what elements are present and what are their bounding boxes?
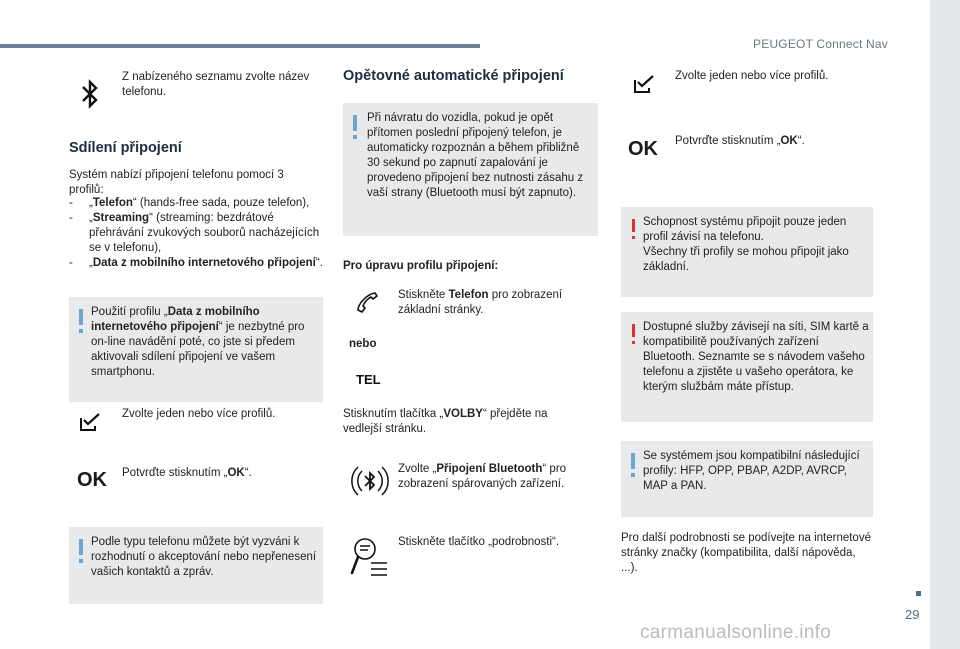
select-profiles-text: Zvolte jeden nebo více profilů.: [122, 408, 276, 420]
info-text: Při návratu do vozidla, pokud je opět přítomen poslední připojený telefon, je automaticky rozpoznán a během přibližně 30 sekund po zapnutí zapalování je provedeno připojení bez nutnosti zásahu z vaší strany (Bluetooth musí být zapnuto).: [367, 112, 584, 199]
info-text: Se systémem jsou kompatibilní následující profily: HFP, OPP, PBAP, A2DP, AVRCP, MAP a PAN.: [643, 450, 860, 492]
section-heading-reconnect: Opětovné automatické připojení: [343, 68, 564, 84]
page-edge-bar: [930, 0, 960, 649]
checkbox-select-icon: [79, 412, 103, 432]
list-item: - „Data z mobilního internetového připojení“.: [69, 257, 323, 269]
sharing-intro: Systém nabízí připojení telefonu pomocí 3 profilů:: [69, 169, 284, 196]
profile-mod-heading: Pro úpravu profilu připojení:: [343, 260, 499, 272]
info-text: Použití profilu „Data z mobilního internetového připojení“ je nezbytné pro on-line navádění poté, co jste si předem aktivovali sdílení připojení ve vašem smartphonu.: [91, 306, 305, 378]
warning-box-profiles: [621, 207, 873, 297]
more-info-text: Pro další podrobnosti se podívejte na internetové stránky značky (kompatibilita, další nápověda, ...).: [621, 532, 871, 574]
info-icon: [79, 309, 83, 325]
list-item: - „Telefon“ (hands-free sada, pouze telefon),: [69, 197, 310, 209]
warning-text: Schopnost systému připojit pouze jeden profil závisí na telefonu. Všechny tři profily se mohou připojit jako základní.: [643, 216, 849, 273]
page-header-title: PEUGEOT Connect Nav: [753, 37, 888, 51]
info-box-data-profile: [69, 297, 323, 402]
info-icon: [631, 453, 635, 469]
warning-icon: [632, 324, 635, 337]
list-item: - „Streaming“ (streaming: bezdrátové přehrávání zvukových souborů nacházejících se v telefonu),: [69, 212, 320, 254]
warning-box-services: [621, 312, 873, 422]
details-icon: [349, 535, 389, 579]
select-profiles-text: Zvolte jeden nebo více profilů.: [675, 70, 829, 82]
volby-text: Stisknutím tlačítka „VOLBY“ přejděte na vedlejší stránku.: [343, 408, 548, 435]
bt-select-phone-text: Z nabízeného seznamu zvolte název telefonu.: [122, 71, 310, 98]
header-rule: [0, 44, 480, 48]
details-text: Stiskněte tlačítko „podrobnosti“.: [398, 536, 560, 548]
watermark: carmanualsonline.info: [640, 622, 832, 643]
press-phone-text: Stiskněte Telefon pro zobrazení základní stránky.: [398, 289, 563, 316]
page-marker: [916, 591, 921, 596]
info-box-reconnect: [343, 103, 598, 236]
bluetooth-icon: [80, 78, 100, 110]
or-label: nebo: [349, 338, 377, 350]
confirm-ok-text: Potvrďte stisknutím „OK“.: [122, 467, 252, 479]
profile-list: [69, 196, 324, 271]
warning-icon: [632, 219, 635, 232]
phone-icon: [355, 291, 379, 313]
info-icon: [353, 115, 357, 131]
info-icon: [79, 539, 83, 555]
confirm-ok-text: Potvrďte stisknutím „OK“.: [675, 135, 805, 147]
bluetooth-connection-icon: [350, 461, 390, 501]
tel-button-icon: TEL: [356, 372, 381, 387]
info-box-compat: [621, 441, 873, 517]
ok-icon: OK: [628, 138, 658, 160]
info-text: Podle typu telefonu můžete být vyzváni k rozhodnutí o akceptování nebo nepřenesení vašich kontaktů a zpráv.: [91, 536, 317, 578]
bt-connection-text: Zvolte „Připojení Bluetooth“ pro zobrazení spárovaných zařízení.: [398, 463, 567, 490]
ok-icon: OK: [77, 469, 107, 491]
checkbox-select-icon: [633, 74, 657, 94]
warning-text: Dostupné služby závisejí na síti, SIM kartě a kompatibilitě používaných zařízení Bluetooth. Seznamte se s návodem vašeho telefonu a zjistěte u vašeho operátora, ke kterým službám máte přístup.: [643, 321, 869, 393]
section-heading-sharing: Sdílení připojení: [69, 140, 182, 156]
info-box-contacts: [69, 527, 323, 604]
page-number: 29: [905, 607, 920, 622]
